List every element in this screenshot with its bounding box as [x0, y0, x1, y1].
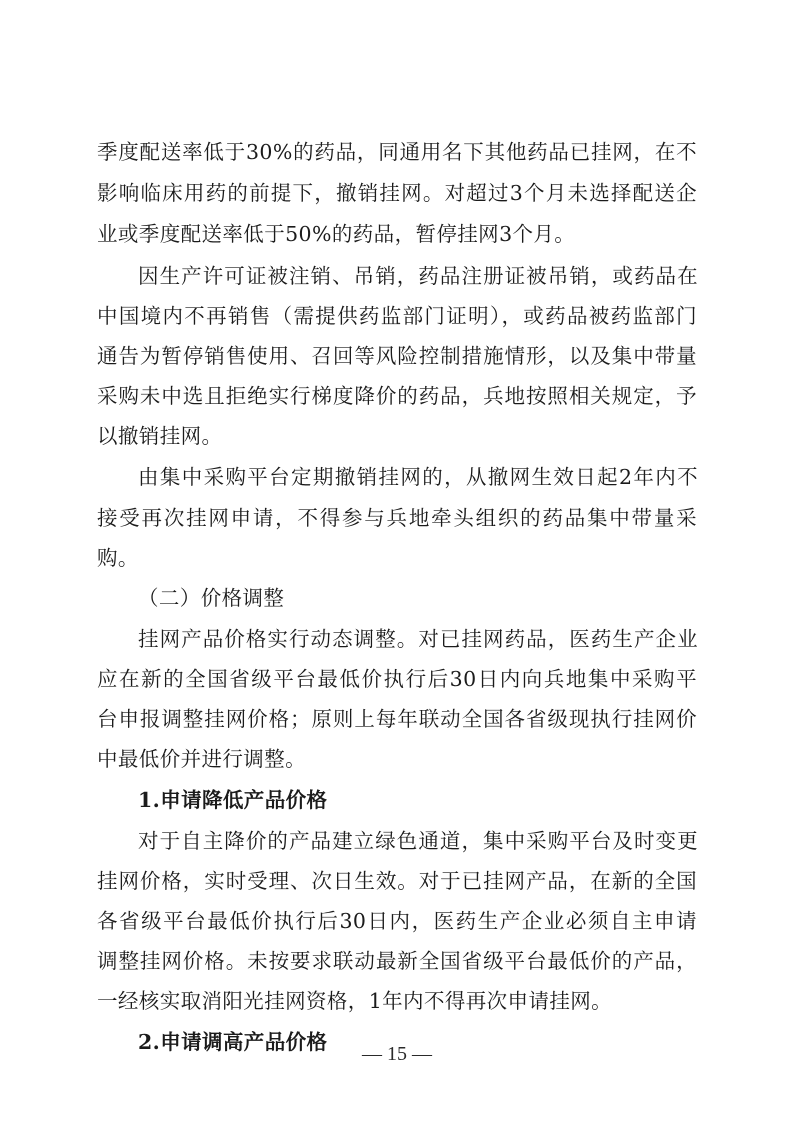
body-text-line: 台申报调整挂网价格；原则上每年联动全国各省级现执行挂网价: [97, 707, 697, 731]
body-text-line: 通告为暂停销售使用、召回等风险控制措施情形，以及集中带量: [97, 344, 697, 368]
body-text-line: 中最低价并进行调整。: [97, 747, 306, 771]
body-text-line: 以撤销挂网。: [97, 424, 223, 448]
body-text-line: 调整挂网价格。未按要求联动最新全国省级平台最低价的产品，: [97, 949, 697, 973]
body-text-line: 因生产许可证被注销、吊销，药品注册证被吊销，或药品在: [138, 264, 698, 288]
body-text-line: 采购未中选且拒绝实行梯度降价的药品，兵地按照相关规定，予: [97, 384, 697, 408]
section-heading: （二）价格调整: [138, 586, 285, 610]
body-text-line: 一经核实取消阳光挂网资格，1年内不得再次申请挂网。: [97, 989, 613, 1013]
body-text-line: 各省级平台最低价执行后30日内，医药生产企业必须自主申请: [97, 909, 697, 933]
page-number: — 15 —: [362, 1043, 432, 1065]
body-text-line: 挂网产品价格实行动态调整。对已挂网药品，医药生产企业: [138, 627, 698, 651]
body-text-line: 由集中采购平台定期撤销挂网的，从撤网生效日起2年内不: [138, 465, 698, 489]
body-text-line: 对于自主降价的产品建立绿色通道，集中采购平台及时变更: [138, 829, 698, 853]
body-text-line: 应在新的全国省级平台最低价执行后30日内向兵地集中采购平: [97, 667, 697, 691]
subsection-heading: 1.申请降低产品价格: [138, 788, 328, 812]
body-text-line: 购。: [97, 546, 139, 570]
body-text-line: 挂网价格，实时受理、次日生效。对于已挂网产品，在新的全国: [97, 869, 697, 893]
body-text-line: 影响临床用药的前提下，撤销挂网。对超过3个月未选择配送企: [97, 181, 697, 205]
body-text-line: 中国境内不再销售（需提供药监部门证明），或药品被药监部门: [97, 304, 697, 328]
body-text-line: 接受再次挂网申请，不得参与兵地牵头组织的药品集中带量采: [97, 506, 697, 530]
body-text-line: 业或季度配送率低于50%的药品，暂停挂网3个月。: [97, 222, 576, 246]
body-text-line: 季度配送率低于30%的药品，同通用名下其他药品已挂网，在不: [97, 140, 697, 164]
subsection-heading: 2.申请调高产品价格: [138, 1030, 328, 1054]
